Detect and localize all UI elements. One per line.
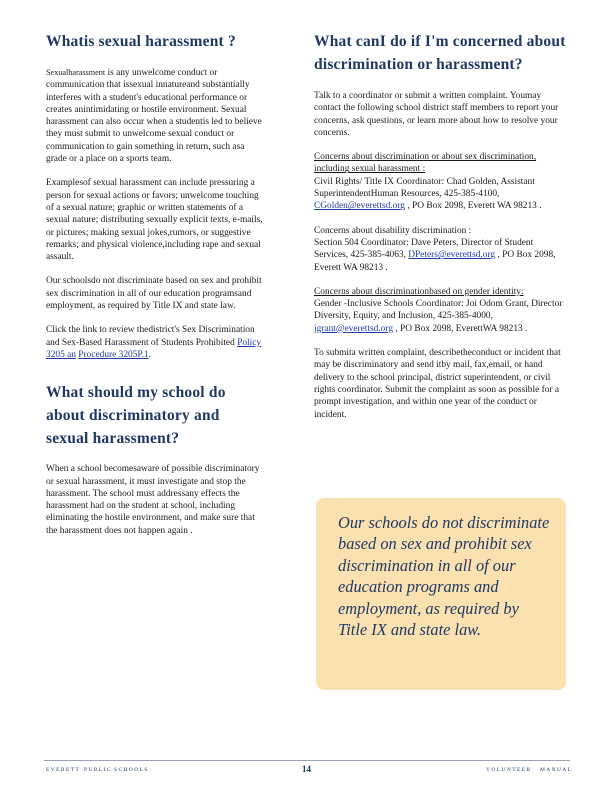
title-ix-contact-heading: Concerns about discrimination or about sex discrimination, including sexual harassment : <box>314 152 537 175</box>
section-504-contact-body: Section 504 Coordinator: Dave Peters, Director of Student Services, 425-385-4063, <box>314 237 534 261</box>
gender-identity-contact-heading: Concerns about discriminationbased on gender identity: <box>314 286 524 297</box>
footer-word-schools: SCHOOLS <box>114 767 149 773</box>
footer-word-everett: EVERETT <box>46 767 81 773</box>
section-504-contact-heading: Concerns about disability discrimination : <box>314 225 472 236</box>
policy-link-paragraph <box>46 324 266 361</box>
gender-identity-contact <box>314 286 566 335</box>
footer-word-public: PUBLIC <box>84 767 112 773</box>
term-sexual-harassment: Sexualharassment <box>46 68 106 77</box>
footer-word-manual: MANUAL <box>540 767 573 773</box>
written-complaint-paragraph: To submita written complaint, describetheconduct or incident that may be discriminatory and send itby mail, fax,email, or hand delivery to the school principal, district superintendent, or civil rights coordinator. Submit the complaint as soon as possible for a prompt investigation, and within one year of the conduct or incident. <box>314 348 561 420</box>
nondiscrimination-paragraph: Our schoolsdo not discriminate based on sex and prohibit sex discrimination in all of our education programsand employment, as required by Title IX and state law. <box>46 276 262 312</box>
cgolden-email-link[interactable]: CGolden@everettsd.org <box>314 201 405 212</box>
callout-box <box>316 498 566 690</box>
title-ix-contact <box>314 151 566 212</box>
examples-paragraph: Examplesof sexual harassment can include pressuring a person for sexual actions or favors; unwelcome touching of a sexual nature; graphic or written statements of a sexual nature; distributing sexually explicit texts, e-mails, or pictures; making sexual jokes,rumors, or suggestive remarks; and physical violence,including rape and sexual assault. <box>46 178 263 263</box>
right-column <box>314 30 566 433</box>
section-504-contact-tail: , PO Box 2098, Everett WA 98213 . <box>314 250 556 273</box>
title-ix-contact-body: Civil Rights/ Title IX Coordinator: Chad Golden, Assistant SuperintendentHuman Resources, 425-385-4100, <box>314 176 535 200</box>
gender-identity-contact-tail: , PO Box 2098, EverettWA 98213 . <box>393 323 528 334</box>
policy-link-intro: Click the link to review thedistrict's Sex Discrimination and Sex-Based Harassment of Students Prohibited <box>46 325 255 348</box>
heading-what-should-my-school-do: What should my school do about discriminatory and sexual harassment? <box>46 384 226 448</box>
contact-intro-paragraph: Talk to a coordinator or submit a written complaint. Youmay contact the following school district staff members to report your concerns, ask questions, or learn more about how to resolve your concerns. <box>314 91 559 138</box>
jgrant-email-link[interactable]: jgrant@everettsd.org <box>314 323 394 334</box>
school-response-paragraph: When a school becomesaware of possible discriminatory or sexual harassment, it must investigate and stop the harassment. The school must addressany effects the harassment had on the student at school, including eliminating the hostile environment, and make sure that the harassment does not happen again . <box>46 464 260 536</box>
section-504-contact <box>314 225 566 274</box>
page-number: 14 <box>302 764 311 774</box>
gender-identity-contact-body: Gender -Inclusive Schools Coordinator: Joi Odom Grant, Director Diversity, Equity, and Inclusion, 425-385-4000, <box>314 299 563 322</box>
left-column <box>46 30 266 549</box>
policy-3205-link[interactable]: Policy 3205 an <box>46 337 262 360</box>
callout-text: Our schools do not discriminate based on sex and prohibit sex discrimination in all of our education programs and employment, as required by Title IX and state law. <box>338 513 550 640</box>
policy-link-end: . <box>148 349 151 360</box>
footer-divider <box>44 760 570 761</box>
footer-word-volunteer: VOLUNTEER <box>486 767 532 773</box>
procedure-3205p1-link[interactable]: Procedure 3205P.1 <box>78 349 149 360</box>
heading-what-is-sexual-harassment: Whatis sexual harassment ? <box>46 33 236 50</box>
title-ix-contact-tail: , PO Box 2098, Everett WA 98213 . <box>405 201 542 212</box>
definition-paragraph <box>46 67 266 165</box>
dpeters-email-link[interactable]: DPeters@everettsd.org <box>408 250 496 261</box>
definition-text: is any unwelcome conduct or communication that issexual innatureand substantially interferes with a student's educational performance or creates anintimidating or hostile environment. Sexual harassment can also occur when a studentis led to believe they must submit to unwelcome sexual conduct or communication to gain something in return, such asa grade or a place on a sports team. <box>46 68 262 165</box>
heading-what-can-i-do: What canI do if I'm concerned about discrimination or harassment? <box>314 33 566 73</box>
